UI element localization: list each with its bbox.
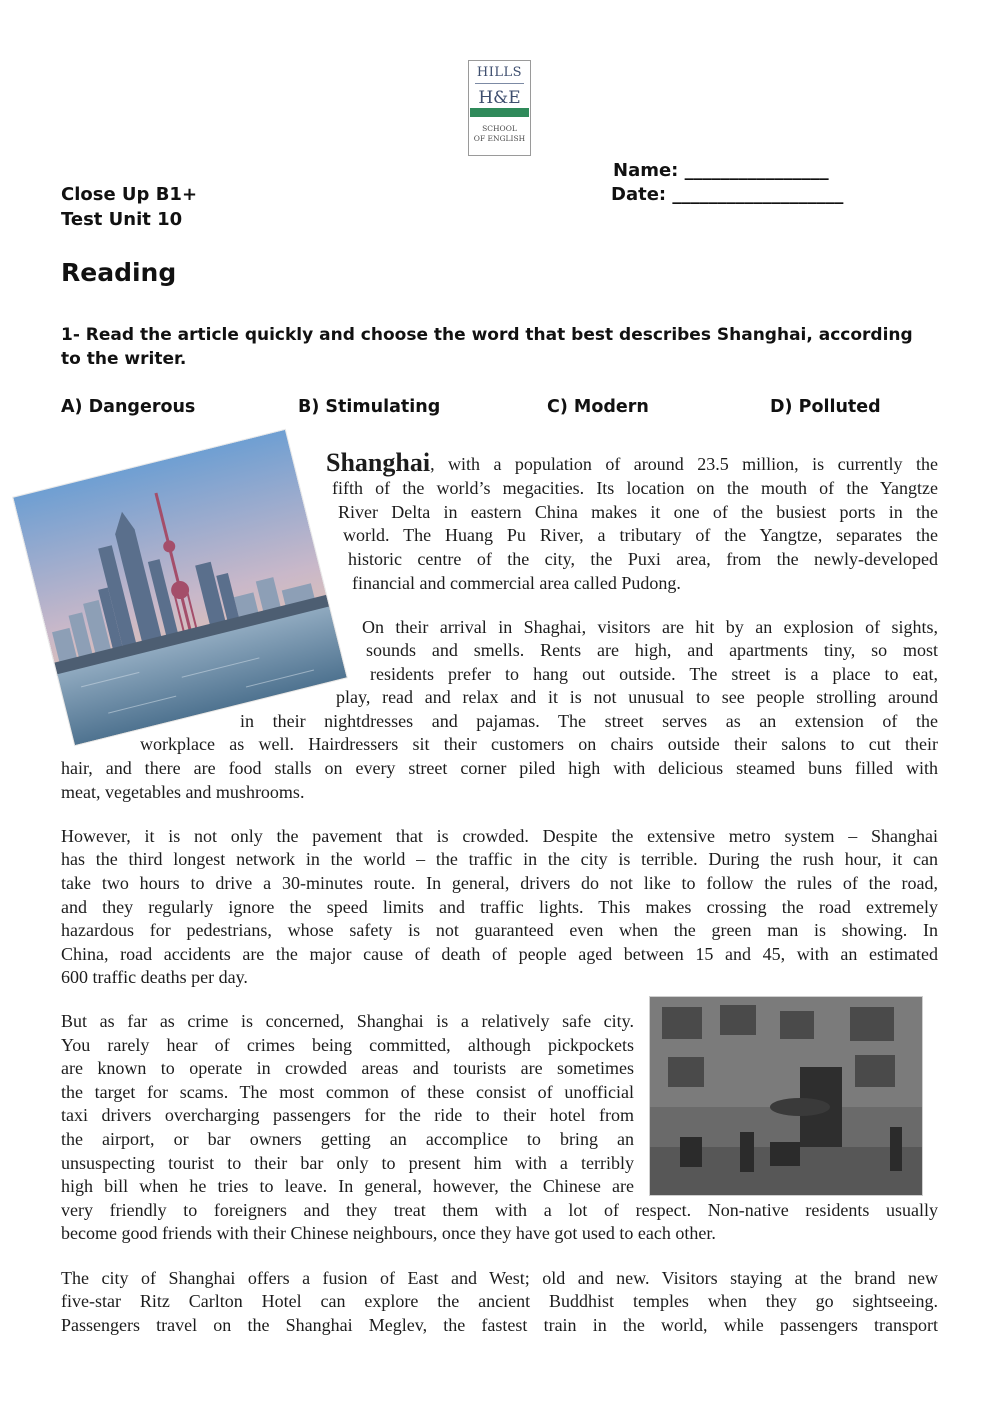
question-line-2: to the writer. xyxy=(61,349,187,369)
test-title: Test Unit 10 xyxy=(61,209,183,230)
name-field-label: Name: ________________ xyxy=(613,160,829,181)
article-p1-line-6: financial and commercial area called Pudong. xyxy=(352,573,681,593)
option-a[interactable]: A) Dangerous xyxy=(61,397,196,417)
article-p2-line-4: play, read and relax and it is not unusual to see people strolling around xyxy=(336,687,938,707)
article-p3-line-4: and they regularly ignore the speed limits and traffic lights. This makes crossing the road extremely xyxy=(61,897,938,917)
article-p3-line-6: China, road accidents are the major cause of death of people aged between 15 and 45, with an estimated xyxy=(61,944,938,964)
article-p3-line-3: take two hours to drive a 30-minutes route. In general, drivers do not like to follow the rules of the road, xyxy=(61,873,938,893)
article-p3-line-2: has the third longest network in the world – the traffic in the city is terrible. During the rush hour, it can xyxy=(61,849,938,869)
question-line-1: 1- Read the article quickly and choose the word that best describes Shanghai, according xyxy=(61,325,913,345)
section-title: Reading xyxy=(61,258,177,287)
school-logo xyxy=(468,60,531,156)
logo-rule xyxy=(475,83,524,84)
logo-line-monogram: H&E xyxy=(478,88,521,108)
article-p4-line-1: But as far as crime is concerned, Shanghai is a relatively safe city. xyxy=(61,1011,634,1031)
article-p2-line-7: hair, and there are food stalls on every street corner piled high with delicious steamed buns filled with xyxy=(61,758,938,778)
article-p1-line-2: fifth of the world’s megacities. Its location on the mouth of the Yangtze xyxy=(332,478,938,498)
article-p1-line-3: River Delta in eastern China makes it one of the busiest ports in the xyxy=(338,502,938,522)
article-p4-line-7: unsuspecting tourist to their bar only to present him with a terribly xyxy=(61,1153,634,1173)
shanghai-street-photo xyxy=(650,997,922,1195)
article-p4-line-10: become good friends with their Chinese neighbours, once they have got used to each other. xyxy=(61,1223,716,1243)
option-c[interactable]: C) Modern xyxy=(547,397,649,417)
course-title: Close Up B1+ xyxy=(61,184,198,205)
article-p3-line-1: However, it is not only the pavement that is crowded. Despite the extensive metro system – Shanghai xyxy=(61,826,938,846)
article-p4-line-3: are known to operate in crowded areas and tourists are sometimes xyxy=(61,1058,634,1078)
article-p4-line-5: taxi drivers overcharging passengers for the ride to their hotel from xyxy=(61,1105,634,1125)
article-p1-line-5: historic centre of the city, the Puxi area, from the newly-developed xyxy=(348,549,938,569)
article-p4-line-4: the target for scams. The most common of these consist of unofficial xyxy=(61,1082,634,1102)
article-p3-line-5: hazardous for pedestrians, whose safety is not guaranteed even when the green man is showing. In xyxy=(61,920,938,940)
article-p2-line-5: in their nightdresses and pajamas. The street serves as an extension of the xyxy=(240,711,938,731)
article-lead-word: Shanghai xyxy=(326,448,431,477)
article-p5-line-2: five-star Ritz Carlton Hotel can explore the ancient Buddhist temples when they go sightseeing. xyxy=(61,1291,938,1311)
article-p4-line-9: very friendly to foreigners and they treat them with a lot of respect. Non-native residents usually xyxy=(61,1200,938,1220)
article-p4-line-2: You rarely hear of crimes being committed, although pickpockets xyxy=(61,1035,634,1055)
shanghai-skyline-photo xyxy=(13,430,346,745)
article-p2-line-2: sounds and smells. Rents are high, and apartments tiny, so most xyxy=(366,640,938,660)
article-p2-line-3: residents prefer to hang out outside. The street is a place to eat, xyxy=(370,664,938,684)
article-p1-line-4: world. The Huang Pu River, a tributary of the Yangtze, separates the xyxy=(343,525,938,545)
logo-line-hills: HILLS xyxy=(476,65,523,80)
article-p4-line-8: high bill when he tries to leave. In general, however, the Chinese are xyxy=(61,1176,634,1196)
option-d[interactable]: D) Polluted xyxy=(770,397,881,417)
option-b[interactable]: B) Stimulating xyxy=(298,397,441,417)
article-p3-line-7: 600 traffic deaths per day. xyxy=(61,967,248,987)
date-field-label: Date: ___________________ xyxy=(611,184,844,205)
article-p2-line-8: meat, vegetables and mushrooms. xyxy=(61,782,305,802)
article-p2-line-6: workplace as well. Hairdressers sit their customers on chairs outside their salons to cut their xyxy=(140,734,938,754)
logo-green-band xyxy=(470,108,529,117)
article-p4-line-6: the airport, or bar owners getting an accomplice to bring an xyxy=(61,1129,634,1149)
article-p5-line-3: Passengers travel on the Shanghai Meglev, the fastest train in the world, while passengers transport xyxy=(61,1315,938,1335)
logo-line-school: SCHOOL OF ENGLISH xyxy=(473,124,526,143)
article-p2-line-1: On their arrival in Shaghai, visitors are hit by an explosion of sights, xyxy=(362,617,938,637)
article-p1-line-1: Shanghai, with a population of around 23.5 million, is currently the xyxy=(326,448,938,477)
article-p5-line-1: The city of Shanghai offers a fusion of East and West; old and new. Visitors staying at the brand new xyxy=(61,1268,938,1288)
